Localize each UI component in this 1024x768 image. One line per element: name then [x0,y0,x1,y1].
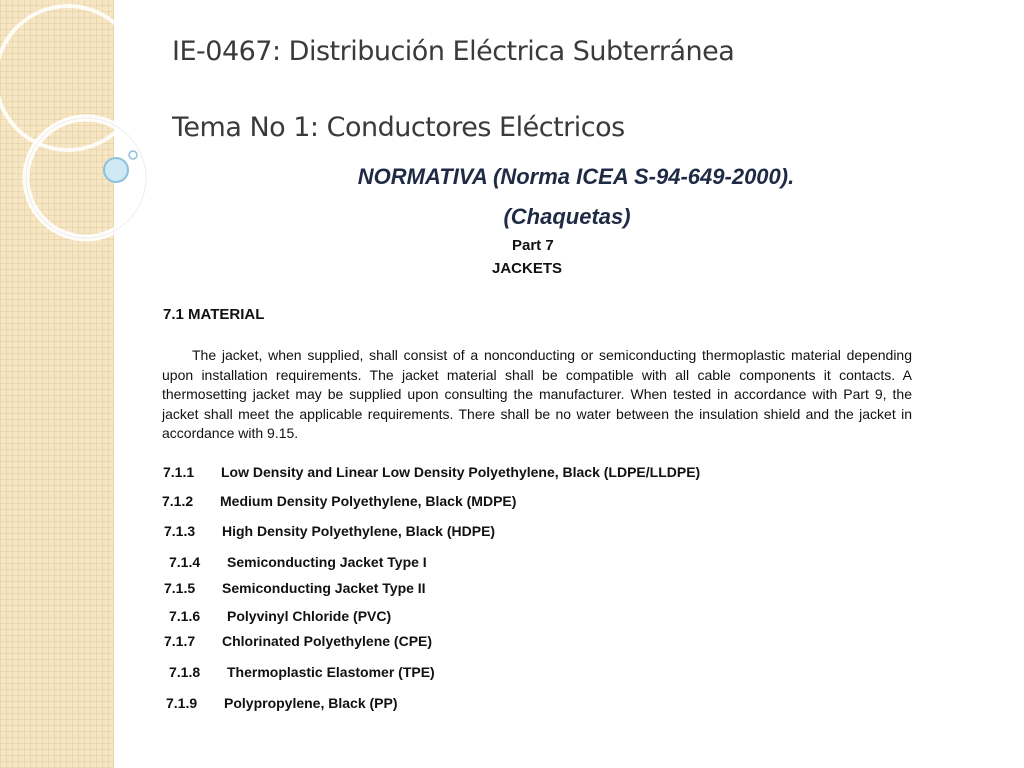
doc-item-number: 7.1.3 [164,523,196,539]
doc-item-number: 7.1.1 [163,464,195,480]
slide-subtitle: Tema No 1: Conductores Eléctricos [172,112,625,143]
doc-item-label: Chlorinated Polyethylene (CPE) [222,633,433,649]
slide-title: IE-0467: Distribución Eléctrica Subterránea [172,36,735,67]
doc-item-number: 7.1.9 [166,695,198,711]
norm-subheading: (Chaquetas) [503,204,631,229]
doc-part-label: Part 7 [512,237,554,254]
doc-item-label: Thermoplastic Elastomer (TPE) [227,664,435,680]
doc-item-label: Low Density and Linear Low Density Polyethylene, Black (LDPE/LLDPE) [221,464,701,480]
doc-item-label: Semiconducting Jacket Type I [227,554,427,570]
doc-item-number: 7.1.6 [169,608,201,624]
doc-item-number: 7.1.2 [162,493,194,509]
doc-item-label: Polypropylene, Black (PP) [224,695,398,711]
doc-item-label: Polyvinyl Chloride (PVC) [227,608,392,624]
doc-item-number: 7.1.8 [169,664,201,680]
doc-item-label: Medium Density Polyethylene, Black (MDPE) [220,493,517,509]
doc-item-number: 7.1.4 [169,554,201,570]
norm-heading: NORMATIVA (Norma ICEA S-94-649-2000). [357,164,795,189]
doc-part-title: JACKETS [492,260,563,277]
doc-item-number: 7.1.5 [164,580,196,596]
doc-paragraph: The jacket, when supplied, shall consist of a nonconducting or semiconducting thermoplastic material depending upon installation requirements. The jacket material shall be compatible with all cable components it contacts. A thermosetting jacket may be supplied upon consulting the manufacturer. When tested in accordance with Part 9, the jacket shall meet the applicable requirements. There shall be no water between the insulation shield and the jacket in accordance with 9.15. [162,347,912,441]
doc-item-number: 7.1.7 [164,633,196,649]
doc-item-label: Semiconducting Jacket Type II [222,580,426,596]
doc-item-label: High Density Polyethylene, Black (HDPE) [222,523,496,539]
doc-section-heading: 7.1 MATERIAL [163,306,265,323]
